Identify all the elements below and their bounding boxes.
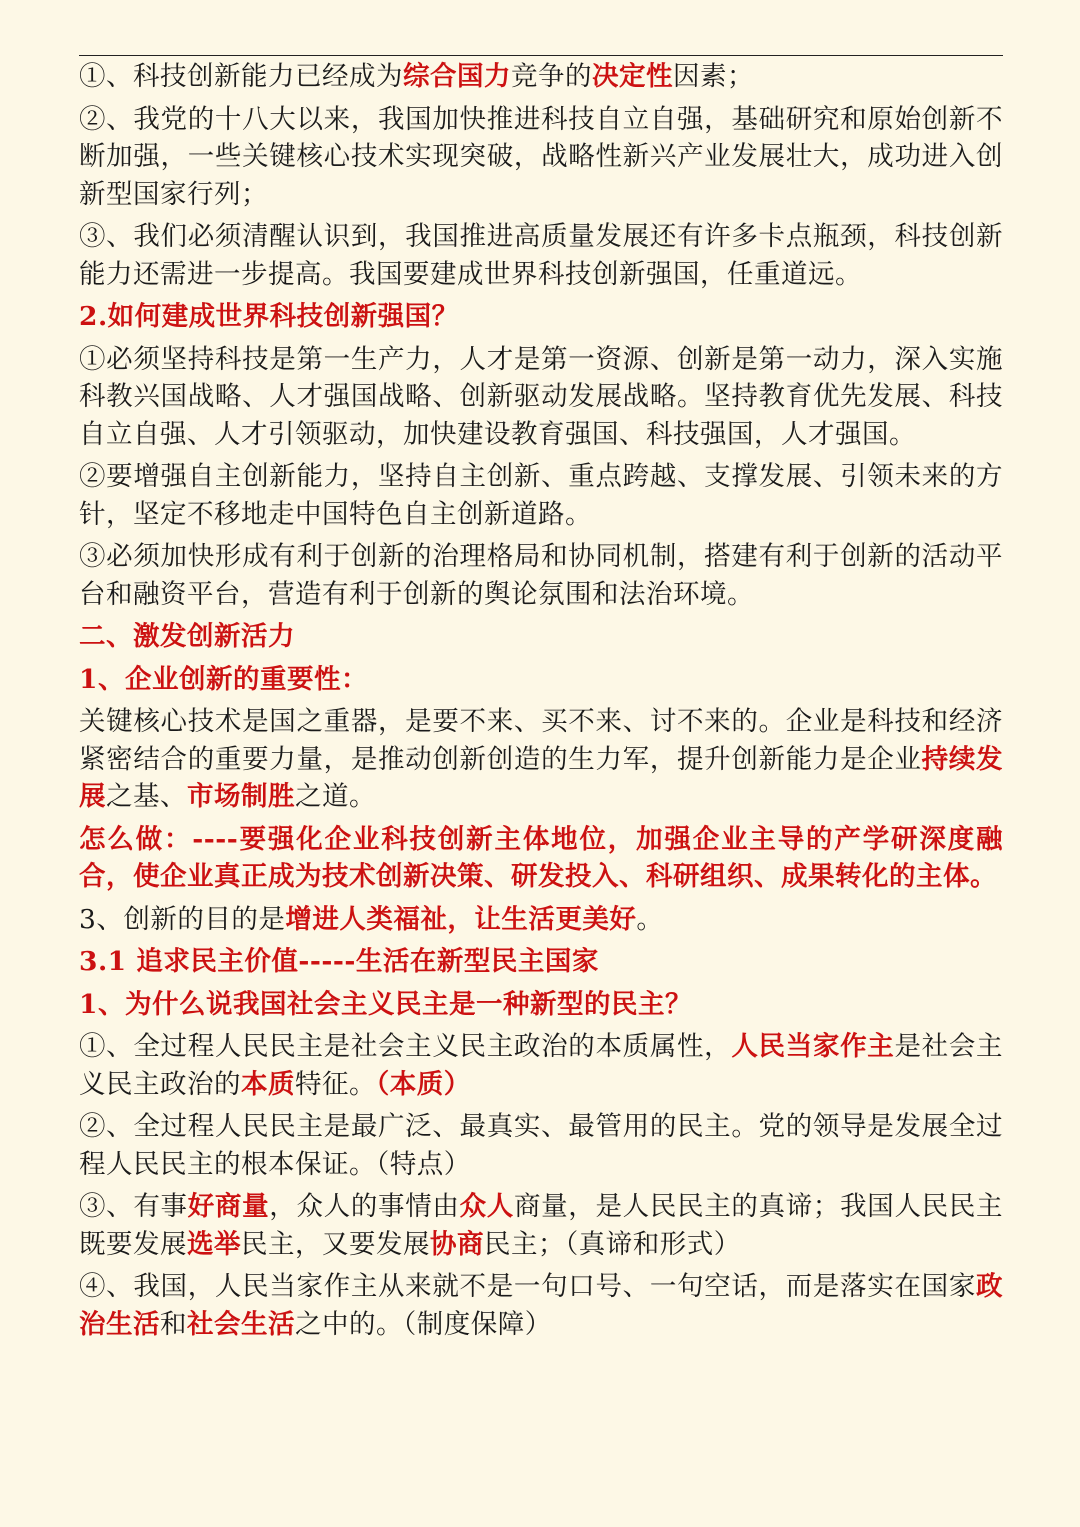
section-heading xyxy=(79,986,1003,1024)
highlighted-text: 选举 xyxy=(187,1228,241,1260)
highlighted-text: 众人 xyxy=(459,1191,514,1222)
highlighted-text: 好商量 xyxy=(187,1191,270,1222)
body-paragraph xyxy=(79,1028,1003,1103)
text-segment: 之道。 xyxy=(295,781,376,812)
body-paragraph xyxy=(79,458,1003,533)
body-paragraph xyxy=(79,538,1003,613)
body-paragraph xyxy=(79,218,1003,293)
text-segment: 关键核心技术是国之重器，是要不来、买不来、讨不来的。企业是科技和经济紧密结合的重要力量，是推动创新创造的生力军，提升创新能力是企业 xyxy=(79,706,1003,775)
text-segment: 之中的。（制度保障） xyxy=(295,1308,552,1340)
body-paragraph xyxy=(79,101,1003,214)
document-body xyxy=(79,58,1003,1343)
text-segment: 。 xyxy=(636,903,664,935)
top-divider xyxy=(79,55,1003,56)
text-segment: ②要增强自主创新能力，坚持自主创新、重点跨越、支撑发展、引领未来的方针，坚定不移地走中国特色自主创新道路。 xyxy=(79,461,1003,530)
body-paragraph xyxy=(79,1188,1003,1263)
text-segment: 二、激发创新活力 xyxy=(79,621,295,652)
text-segment: 之基、 xyxy=(106,781,187,812)
text-segment: 和 xyxy=(160,1308,187,1340)
highlighted-text: 本质 xyxy=(241,1068,295,1100)
highlighted-text: 持续发展 xyxy=(79,743,1004,812)
section-heading xyxy=(79,298,1003,336)
body-paragraph xyxy=(79,58,1003,96)
text-segment: 1、为什么说我国社会主义民主是一种新型的民主？ xyxy=(79,988,692,1020)
highlighted-text: 市场制胜 xyxy=(187,781,295,812)
text-segment: 特征。 xyxy=(295,1068,376,1100)
text-segment: 商量，是人民民主的真谛；我国人民民主既要发展 xyxy=(79,1191,1004,1260)
text-segment: ③必须加快形成有利于创新的治理格局和协同机制，搭建有利于创新的活动平台和融资平台，营造有利于创新的舆论氛围和法治环境。 xyxy=(79,541,1003,610)
highlighted-text: （本质） xyxy=(376,1068,471,1100)
text-segment: 怎么做：----要强化企业科技创新主体地位，加强企业主导的产学研深度融合，使企业真正成为技术创新决策、研发投入、科研组织、成果转化的主体。 xyxy=(79,823,1003,892)
highlighted-text: 政治生活 xyxy=(79,1271,1003,1340)
text-segment: 因素； xyxy=(673,61,754,92)
highlighted-text: 协商 xyxy=(430,1228,484,1260)
text-segment: ①、科技创新能力已经成为 xyxy=(79,61,403,92)
text-segment: ①、全过程人民民主是社会主义民主政治的本质属性， xyxy=(79,1031,732,1062)
text-segment: 是社会主义民主政治的 xyxy=(79,1031,1004,1100)
highlighted-text: 社会生活 xyxy=(187,1308,295,1340)
section-heading xyxy=(79,618,1003,656)
text-segment: 3、创新的目的是 xyxy=(79,903,286,935)
body-paragraph xyxy=(79,901,1003,939)
body-paragraph xyxy=(79,341,1003,454)
highlighted-text: 人民当家作主 xyxy=(731,1031,895,1062)
text-segment: ，众人的事情由 xyxy=(269,1191,460,1222)
body-paragraph xyxy=(79,703,1003,816)
text-segment: 3.1 追求民主价值-----生活在新型民主国家 xyxy=(79,946,599,977)
highlighted-text: 决定性 xyxy=(592,61,673,92)
text-segment: ①必须坚持科技是第一生产力，人才是第一资源、创新是第一动力，深入实施科教兴国战略、人才强国战略、创新驱动发展战略。坚持教育优先发展、科技自立自强、人才引领驱动，加快建设教育强国、科技强国，人才强国。 xyxy=(79,343,1003,450)
section-heading xyxy=(79,943,1003,981)
text-segment: ③、有事 xyxy=(79,1191,188,1222)
text-segment: 民主，又要发展 xyxy=(241,1228,430,1260)
body-paragraph xyxy=(79,1108,1003,1183)
text-segment: 竞争的 xyxy=(511,61,592,92)
text-segment: 1、企业创新的重要性： xyxy=(79,663,368,695)
text-segment: ④、我国，人民当家作主从来就不是一句口号、一句空话，而是落实在国家 xyxy=(79,1271,976,1302)
text-segment: ②、全过程人民民主是最广泛、最真实、最管用的民主。党的领导是发展全过程人民民主的根本保证。（特点） xyxy=(79,1111,1003,1180)
text-segment: 2.如何建成世界科技创新强国？ xyxy=(79,301,459,332)
text-segment: 民主；（真谛和形式） xyxy=(484,1228,741,1260)
section-heading xyxy=(79,661,1003,699)
text-segment: ②、我党的十八大以来，我国加快推进科技自立自强，基础研究和原始创新不断加强，一些关键核心技术实现突破，战略性新兴产业发展壮大，成功进入创新型国家行列； xyxy=(79,103,1003,210)
text-segment: ③、我们必须清醒认识到，我国推进高质量发展还有许多卡点瓶颈，科技创新能力还需进一步提高。我国要建成世界科技创新强国，任重道远。 xyxy=(79,221,1003,290)
highlighted-text: 综合国力 xyxy=(403,61,511,92)
section-heading xyxy=(79,821,1003,896)
body-paragraph xyxy=(79,1268,1003,1343)
highlighted-text: 增进人类福祉，让生活更美好 xyxy=(285,903,637,935)
